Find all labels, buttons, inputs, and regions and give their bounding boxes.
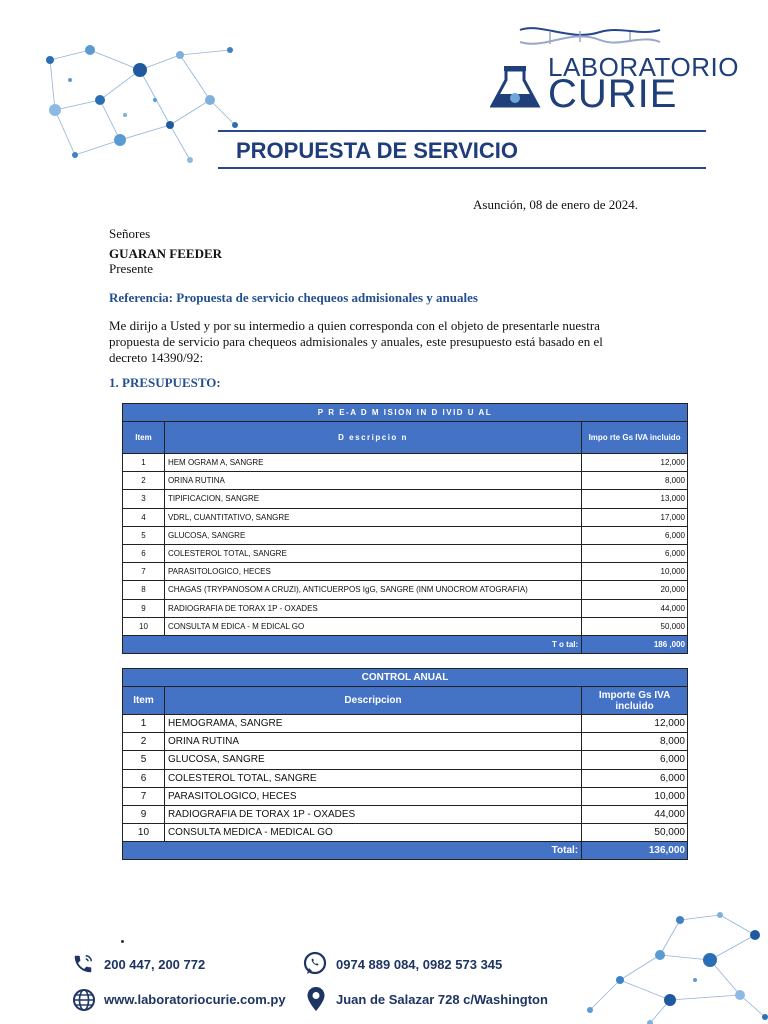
row-price: 6,000 bbox=[582, 769, 688, 787]
row-item-number: 10 bbox=[123, 617, 165, 635]
logo-text-curie: CURIE bbox=[548, 72, 678, 116]
row-description: GLUCOSA, SANGRE bbox=[164, 751, 581, 769]
table-row bbox=[123, 824, 688, 842]
row-description: RADIOGRAFIA DE TORAX 1P - OXADES bbox=[164, 599, 581, 617]
total-label: Total: bbox=[123, 842, 582, 860]
total-value: 136,000 bbox=[582, 842, 688, 860]
row-description: VDRL, CUANTITATIVO, SANGRE bbox=[164, 508, 581, 526]
title-rule-top bbox=[218, 130, 706, 132]
presente-line: Presente bbox=[109, 261, 154, 276]
client-name: GUARAN FEEDER bbox=[109, 246, 223, 261]
control-anual-table bbox=[122, 668, 688, 860]
title-rule-bottom bbox=[218, 167, 706, 169]
logo-text-laboratorio: LABORATORIO bbox=[548, 52, 739, 82]
table-row bbox=[123, 769, 688, 787]
row-price: 13,000 bbox=[582, 490, 688, 508]
laboratory-logo bbox=[490, 22, 739, 116]
row-item-number: 5 bbox=[123, 526, 165, 544]
row-description: HEMOGRAMA, SANGRE bbox=[164, 715, 581, 733]
whatsapp-numbers: 0974 889 084, 0982 573 345 bbox=[336, 957, 503, 972]
table-row bbox=[123, 733, 688, 751]
total-label: T o tal: bbox=[123, 635, 582, 653]
table-row bbox=[123, 526, 688, 544]
row-item-number: 4 bbox=[123, 508, 165, 526]
column-header-price: Impo rte Gs IVA incluido bbox=[582, 422, 688, 454]
table-row bbox=[123, 599, 688, 617]
row-price: 12,000 bbox=[582, 454, 688, 472]
table-row bbox=[123, 454, 688, 472]
row-item-number: 2 bbox=[123, 472, 165, 490]
address: Juan de Salazar 728 c/Washington bbox=[336, 992, 548, 1007]
row-description: GLUCOSA, SANGRE bbox=[164, 526, 581, 544]
whatsapp-icon bbox=[302, 951, 328, 977]
row-price: 6,000 bbox=[582, 751, 688, 769]
table-row bbox=[123, 563, 688, 581]
row-description: TIPIFICACION, SANGRE bbox=[164, 490, 581, 508]
row-item-number: 9 bbox=[123, 599, 165, 617]
row-description: CHAGAS (TRYPANOSOM A CRUZI), ANTICUERPOS IgG, SANGRE (INM UNOCROM ATOGRAFIA) bbox=[164, 581, 581, 599]
row-item-number: 3 bbox=[123, 490, 165, 508]
date-line: Asunción, 08 de enero de 2024. bbox=[473, 197, 638, 212]
stray-dot bbox=[121, 940, 124, 943]
row-price: 8,000 bbox=[582, 733, 688, 751]
website-link[interactable]: www.laboratoriocurie.com.py bbox=[104, 992, 286, 1007]
document-title: PROPUESTA DE SERVICIO bbox=[236, 138, 518, 163]
table-row bbox=[123, 617, 688, 635]
table-title: P R E-A D M ISION IN D IVID U AL bbox=[123, 404, 688, 422]
row-price: 44,000 bbox=[582, 599, 688, 617]
row-item-number: 6 bbox=[123, 769, 165, 787]
column-header-price: Importe Gs IVA incluido bbox=[582, 687, 688, 715]
column-header-description: Descripcion bbox=[164, 687, 581, 715]
table-row bbox=[123, 544, 688, 562]
row-description: RADIOGRAFIA DE TORAX 1P - OXADES bbox=[164, 805, 581, 823]
row-description: PARASITOLOGICO, HECES bbox=[164, 563, 581, 581]
molecule-decoration-bottom bbox=[560, 905, 768, 1024]
location-pin-icon bbox=[306, 986, 326, 1012]
row-description: COLESTEROL TOTAL, SANGRE bbox=[164, 769, 581, 787]
molecule-decoration-top bbox=[30, 30, 250, 170]
row-description: PARASITOLOGICO, HECES bbox=[164, 787, 581, 805]
row-description: ORINA RUTINA bbox=[164, 472, 581, 490]
table-row bbox=[123, 490, 688, 508]
row-item-number: 1 bbox=[123, 715, 165, 733]
row-item-number: 6 bbox=[123, 544, 165, 562]
table-row bbox=[123, 805, 688, 823]
row-price: 44,000 bbox=[582, 805, 688, 823]
reference-line: Referencia: Propuesta de servicio chequeos admisionales y anuales bbox=[109, 290, 478, 305]
section-heading: 1. PRESUPUESTO: bbox=[109, 375, 221, 390]
row-description: COLESTEROL TOTAL, SANGRE bbox=[164, 544, 581, 562]
row-item-number: 9 bbox=[123, 805, 165, 823]
row-description: HEM OGRAM A, SANGRE bbox=[164, 454, 581, 472]
row-price: 12,000 bbox=[582, 715, 688, 733]
row-item-number: 2 bbox=[123, 733, 165, 751]
column-header-item: Item bbox=[123, 422, 165, 454]
table-row bbox=[123, 787, 688, 805]
salutation: Señores bbox=[109, 226, 151, 241]
row-price: 50,000 bbox=[582, 824, 688, 842]
phone-icon bbox=[72, 953, 94, 975]
preadmision-table bbox=[122, 403, 688, 654]
row-item-number: 5 bbox=[123, 751, 165, 769]
row-description: ORINA RUTINA bbox=[164, 733, 581, 751]
row-price: 6,000 bbox=[582, 544, 688, 562]
table-row bbox=[123, 715, 688, 733]
table-row bbox=[123, 508, 688, 526]
globe-icon bbox=[72, 988, 96, 1012]
row-item-number: 1 bbox=[123, 454, 165, 472]
row-price: 8,000 bbox=[582, 472, 688, 490]
column-header-description: D escripcio n bbox=[164, 422, 581, 454]
row-item-number: 8 bbox=[123, 581, 165, 599]
table-title: CONTROL ANUAL bbox=[123, 669, 688, 687]
row-price: 17,000 bbox=[582, 508, 688, 526]
intro-paragraph: Me dirijo a Usted y por su intermedio a quien corresponda con el objeto de presentarle nuestra propuesta de servicio para chequeos admisionales y anuales, este presupuesto está basado en el decreto 14390/92: bbox=[109, 318, 603, 365]
row-price: 6,000 bbox=[582, 526, 688, 544]
column-header-item: Item bbox=[123, 687, 165, 715]
table-row bbox=[123, 472, 688, 490]
total-value: 186 ,000 bbox=[582, 635, 688, 653]
table-row bbox=[123, 751, 688, 769]
row-price: 20,000 bbox=[582, 581, 688, 599]
row-item-number: 10 bbox=[123, 824, 165, 842]
row-price: 10,000 bbox=[582, 563, 688, 581]
row-item-number: 7 bbox=[123, 787, 165, 805]
row-price: 50,000 bbox=[582, 617, 688, 635]
row-description: CONSULTA MEDICA - MEDICAL GO bbox=[164, 824, 581, 842]
table-row bbox=[123, 581, 688, 599]
row-description: CONSULTA M EDICA - M EDICAL GO bbox=[164, 617, 581, 635]
row-item-number: 7 bbox=[123, 563, 165, 581]
row-price: 10,000 bbox=[582, 787, 688, 805]
phone-numbers: 200 447, 200 772 bbox=[104, 957, 206, 972]
